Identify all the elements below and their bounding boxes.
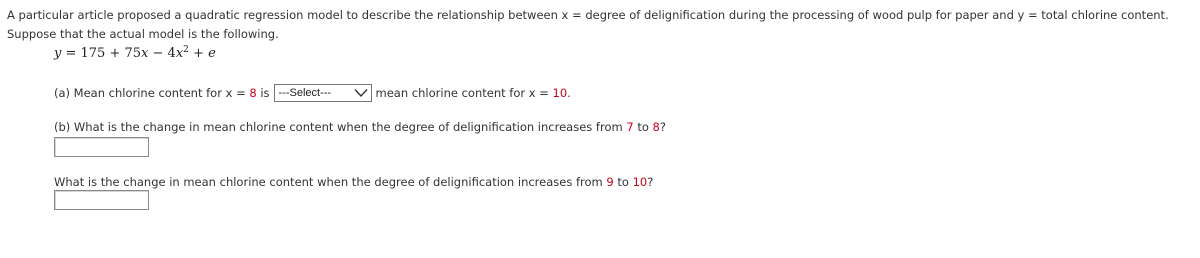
equation-exponent: 2 (183, 45, 189, 55)
equation-quadratic-coef: − 4 (148, 46, 176, 61)
equation-y: y (54, 46, 62, 61)
part-c-end: ? (647, 175, 654, 189)
equation-x-linear: x (141, 46, 149, 61)
part-b-question (54, 120, 666, 134)
equation-constant-term: = 175 + 75 (61, 46, 142, 61)
problem-intro-line: A particular article proposed a quadratic regression model to describe the relationship between x = degree of delignification during the processing of wood pulp for paper and y = total chlorine content. (7, 8, 1169, 22)
part-a-middle: mean chlorine content for x = (375, 86, 553, 100)
part-b-prefix: (b) What is the change in mean chlorine content when the degree of delignification increases from (54, 120, 627, 134)
equation-error-term: e (208, 46, 216, 61)
part-a-end: . (567, 86, 571, 100)
part-c-from: 9 (606, 175, 614, 189)
problem-statement (7, 6, 1197, 44)
comparison-select-value: ---Select--- (278, 87, 332, 99)
part-b-end: ? (659, 120, 666, 134)
part-b-to: 8 (652, 120, 660, 134)
part-a-prefix: (a) Mean chlorine content for x = (54, 86, 250, 100)
equation-plus: + (188, 46, 209, 61)
part-b-to-word: to (633, 120, 653, 134)
chevron-down-icon (354, 88, 368, 98)
part-b-answer-input[interactable] (54, 137, 149, 157)
problem-model-intro: Suppose that the actual model is the following. (7, 27, 279, 41)
part-c-answer-input[interactable] (54, 190, 149, 210)
part-b-from: 7 (626, 120, 634, 134)
part-a-question (54, 84, 571, 102)
comparison-select[interactable] (274, 84, 372, 102)
part-a-x-first: 8 (249, 86, 257, 100)
regression-equation (54, 45, 216, 61)
equation-x-quadratic: x (175, 46, 184, 61)
part-a-is: is (256, 86, 270, 100)
part-c-prefix: What is the change in mean chlorine content when the degree of delignification increases from (54, 175, 607, 189)
part-a-x-second: 10 (552, 86, 568, 100)
part-c-to-word: to (613, 175, 633, 189)
part-c-to: 10 (632, 175, 648, 189)
part-c-question (54, 175, 653, 189)
